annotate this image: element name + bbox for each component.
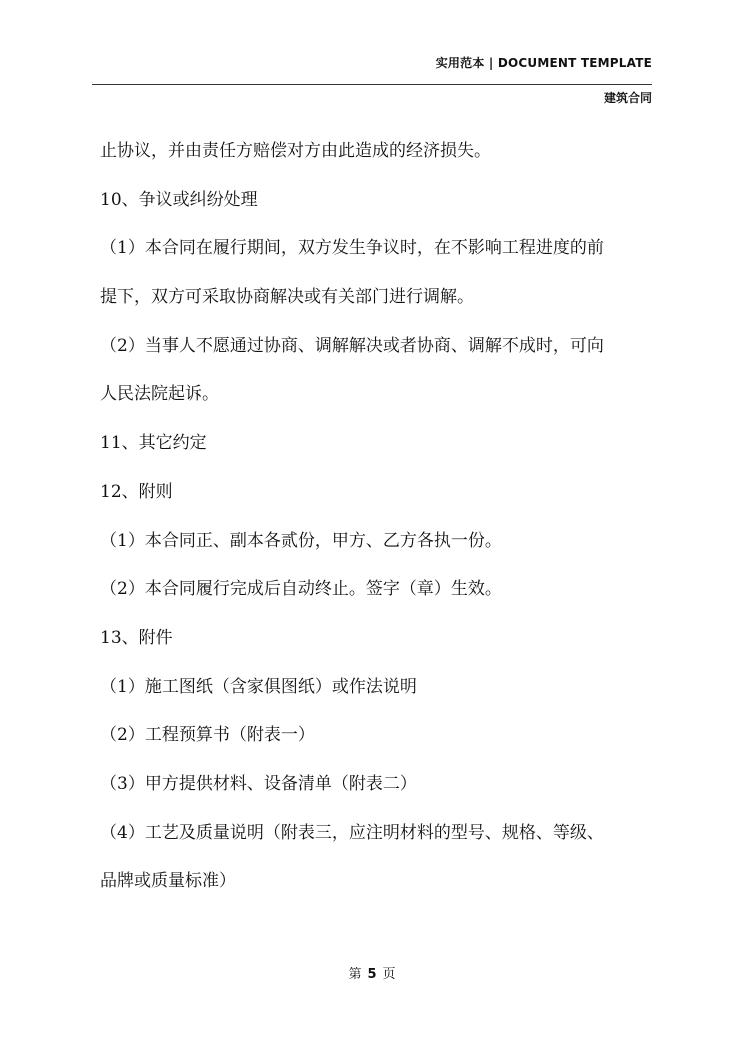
header-subtitle: 建筑合同 [603,91,652,105]
section-heading-dispute: 10、争议或纠纷处理 [100,189,258,210]
body-line: 人民法院起诉。 [100,384,219,405]
section-heading-other: 11、其它约定 [100,433,207,454]
body-line: 止协议，并由责任方赔偿对方由此造成的经济损失。 [100,141,491,161]
section-heading-supplementary: 12、附则 [100,481,173,502]
body-line: 品牌或质量标准） [100,871,236,892]
header-title: 实用范本 | DOCUMENT TEMPLATE [435,56,652,70]
body-line: （2）本合同履行完成后自动终止。签字（章）生效。 [100,579,502,600]
body-line: （4）工艺及质量说明（附表三，应注明材料的型号、规格、等级、 [100,822,604,843]
body-line: （2）当事人不愿通过协商、调解解决或者协商、调解不成时，可向 [100,335,604,356]
document-body [100,139,660,918]
body-line: （1）本合同正、副本各贰份，甲方、乙方各执一份。 [100,530,502,551]
page-number-suffix: 页 [382,967,396,982]
body-line: （1）施工图纸（含家俱图纸）或作法说明 [100,676,417,697]
body-line: 提下，双方可采取协商解决或有关部门进行调解。 [100,287,474,308]
page-number-value: 5 [367,967,377,982]
page-number [0,963,744,982]
page-number-prefix: 第 [348,967,362,982]
body-line: （2）工程预算书（附表一） [100,725,315,746]
body-line: （1）本合同在履行期间，双方发生争议时，在不影响工程进度的前 [100,238,604,259]
body-line: （3）甲方提供材料、设备清单（附表二） [100,773,417,794]
header-divider [92,84,652,85]
section-heading-attachments: 13、附件 [100,627,173,648]
